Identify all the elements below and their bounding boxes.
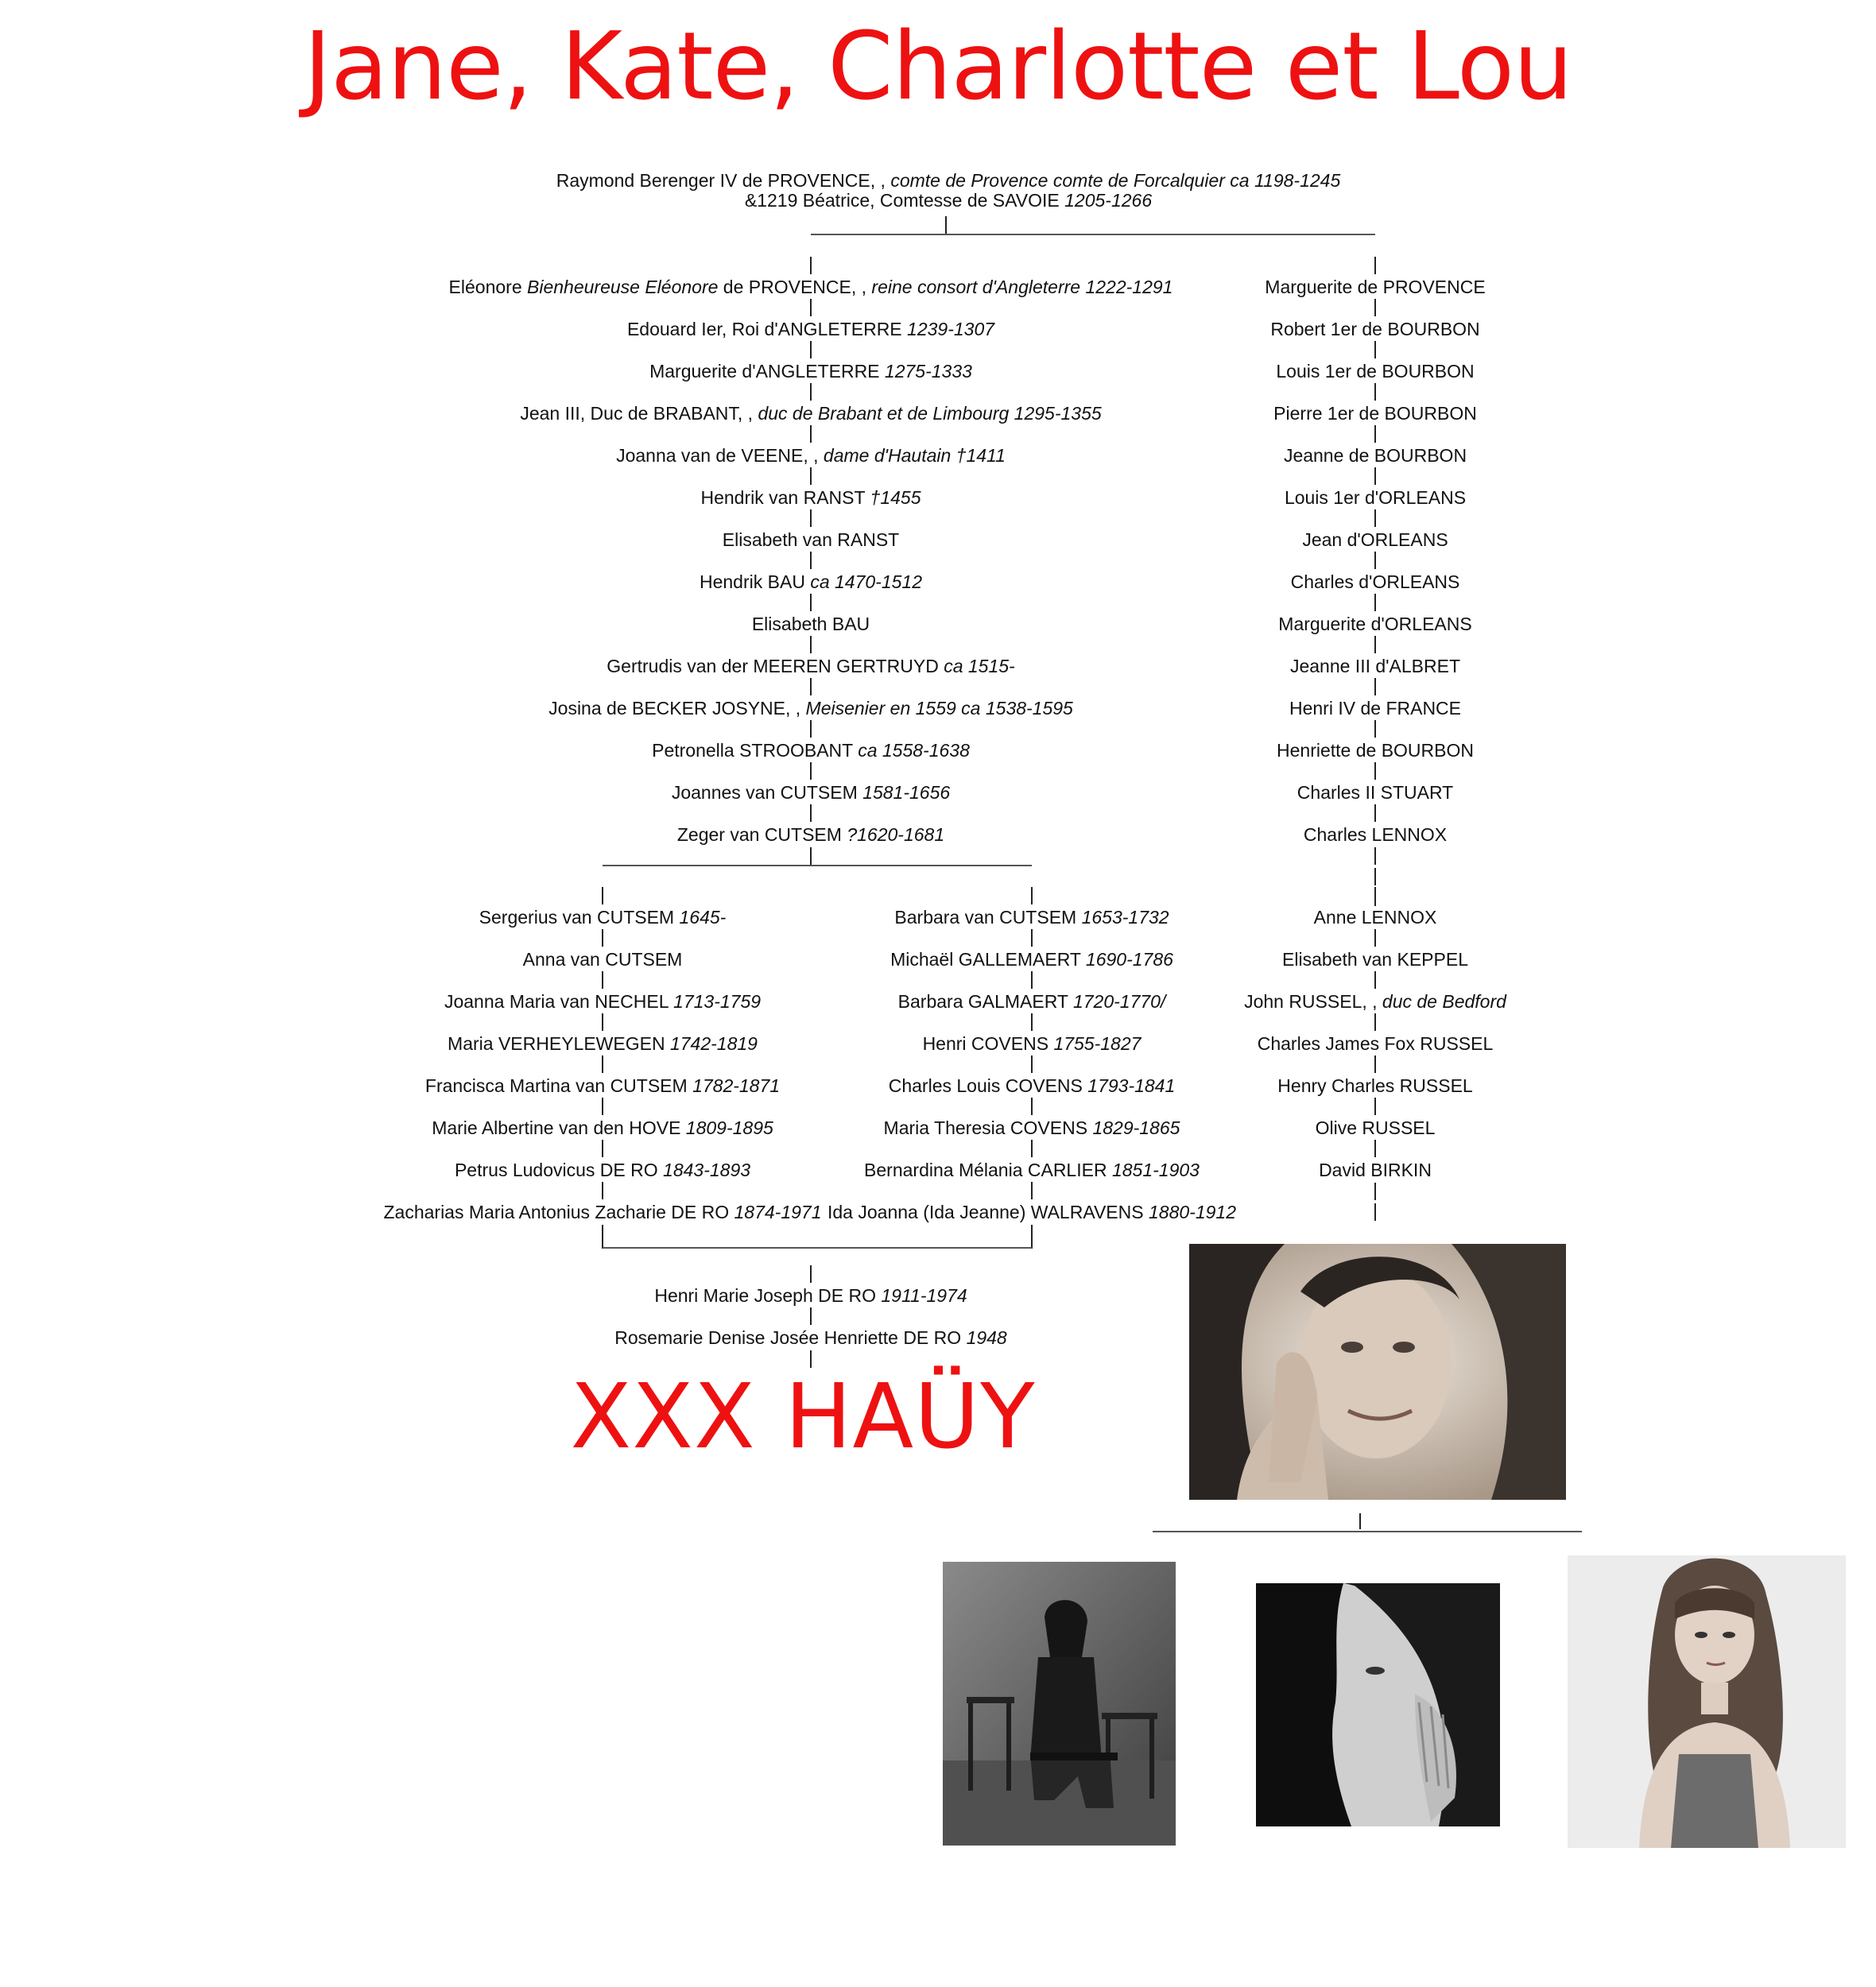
left-branch-person — [607, 655, 1014, 677]
person-name: Henri Marie Joseph DE RO — [654, 1285, 882, 1306]
person-name: Elisabeth van KEPPEL — [1282, 949, 1468, 970]
right-branch-person — [1316, 1117, 1436, 1139]
person-name: Robert 1er de BOURBON — [1270, 319, 1480, 339]
person-name: Charles II STUART — [1297, 782, 1454, 803]
person-name: Marguerite d'ORLEANS — [1278, 614, 1472, 634]
left-branch-person — [700, 571, 922, 593]
person-name: Zeger van CUTSEM — [676, 824, 847, 845]
sub-right-tick — [1031, 1098, 1033, 1115]
right-branch-tick — [1374, 804, 1376, 822]
photo-charlotte — [1256, 1583, 1500, 1826]
person-name: Elisabeth BAU — [751, 614, 870, 634]
sub-left-tick — [602, 1098, 603, 1115]
left-branch-person — [627, 318, 994, 340]
person-dates: ca 1558-1638 — [858, 740, 970, 761]
sub-right-tick — [1031, 971, 1033, 989]
person-name: Joannes van CUTSEM — [671, 782, 863, 803]
person-name: Jean III, Duc de BRABANT, , — [520, 403, 758, 424]
person-dates: Meisenier en 1559 ca 1538-1595 — [805, 698, 1073, 718]
right-branch-person — [1314, 906, 1437, 928]
right-branch-tick — [1374, 929, 1376, 947]
root-title: comte de Provence comte de Forcalquier ca 1198-1245 — [890, 170, 1341, 191]
person-name: Josina de BECKER JOSYNE, , — [548, 698, 806, 718]
right-branch-person — [1284, 444, 1467, 467]
sub-right-person — [923, 1032, 1141, 1055]
right-branch-person — [1273, 402, 1477, 424]
right-branch-tick — [1374, 383, 1376, 401]
sub-right-tick — [1031, 1140, 1033, 1157]
right-branch-tick — [1374, 678, 1376, 695]
person-dates: 1948 — [966, 1327, 1007, 1348]
left-branch-tick — [810, 467, 812, 485]
person-name: Jeanne III d'ALBRET — [1289, 656, 1461, 676]
person-dates: 1581-1656 — [862, 782, 951, 803]
left-branch-tick — [810, 804, 812, 822]
person-name: Hendrik BAU — [699, 571, 811, 592]
person-name: Charles Louis COVENS — [888, 1075, 1088, 1096]
person-dates: 1239-1307 — [907, 319, 995, 339]
right-branch-person — [1319, 1159, 1432, 1181]
person-name: Henri IV de FRANCE — [1289, 698, 1462, 718]
right-branch-person — [1291, 571, 1460, 593]
right-branch-tick — [1374, 1055, 1376, 1073]
person-dates: 1782-1871 — [692, 1075, 781, 1096]
person-dates: 1755-1827 — [1053, 1033, 1141, 1054]
right-branch-tick — [1374, 1098, 1376, 1115]
person-name: Charles James Fox RUSSEL — [1257, 1033, 1494, 1054]
left-branch-tick — [810, 720, 812, 738]
right-branch-tick — [1374, 868, 1376, 885]
left-branch-person — [449, 276, 1173, 298]
right-branch-tick — [1374, 509, 1376, 527]
left-branch-person — [672, 781, 950, 804]
left-branch-tick — [810, 762, 812, 780]
person-dates: 1713-1759 — [673, 991, 762, 1012]
person-name: Joanna van de VEENE, , — [616, 445, 824, 466]
root-name: Raymond Berenger IV de PROVENCE, , — [556, 170, 891, 191]
left-branch-tick — [810, 341, 812, 358]
right-branch-person — [1277, 1075, 1472, 1097]
sub-right-tick — [1031, 887, 1033, 904]
root-spouse — [745, 189, 1152, 211]
person-name: Barbara GALMAERT — [897, 991, 1073, 1012]
sub-left-person — [425, 1075, 780, 1097]
right-branch-tick — [1374, 467, 1376, 485]
page-title: Jane, Kate, Charlotte et Lou — [304, 11, 1572, 121]
person-name-rest: de PROVENCE, , — [718, 277, 872, 297]
right-branch-tick — [1374, 1183, 1376, 1200]
person-name: Michaël GALLEMAERT — [890, 949, 1086, 970]
person-name: Rosemarie Denise Josée Henriette DE RO — [614, 1327, 967, 1348]
sub-right-person — [864, 1159, 1200, 1181]
person-dates: 1720-1770/ — [1072, 991, 1166, 1012]
person-name: Maria VERHEYLEWEGEN — [448, 1033, 670, 1054]
photo-kate — [943, 1562, 1176, 1846]
root-spouse-name: &1219 Béatrice, Comtesse de SAVOIE — [744, 190, 1065, 211]
left-branch-person — [723, 529, 899, 551]
left-branch-tick — [810, 299, 812, 316]
person-dates: duc de Bedford — [1382, 991, 1506, 1012]
sub-right-person — [884, 1117, 1180, 1139]
person-dates: 1874-1971 — [734, 1202, 822, 1222]
left-branch-tick — [810, 594, 812, 611]
person-name: Jeanne de BOURBON — [1283, 445, 1467, 466]
left-branch-tick — [810, 509, 812, 527]
person-name: Anne LENNOX — [1313, 907, 1437, 928]
person-name: Sergerius van CUTSEM — [479, 907, 680, 928]
left-branch-person — [700, 486, 921, 509]
left-branch-tick — [810, 257, 812, 274]
left-branch-person — [616, 444, 1006, 467]
left-branch-person — [677, 823, 944, 846]
sub-left-person — [479, 906, 727, 928]
person-name: Anna van CUTSEM — [522, 949, 683, 970]
person-title: reine consort d'Angleterre 1222-1291 — [871, 277, 1173, 297]
person-dates: 1645- — [679, 907, 727, 928]
person-name: Pierre 1er de BOURBON — [1273, 403, 1477, 424]
right-branch-tick — [1374, 299, 1376, 316]
person-dates: 1742-1819 — [669, 1033, 758, 1054]
join-tick — [602, 1225, 603, 1249]
right-branch-person — [1278, 613, 1471, 635]
person-dates: 1653-1732 — [1081, 907, 1169, 928]
person-name: Hendrik van RANST — [700, 487, 870, 508]
de-ro-join-line — [603, 1247, 1032, 1249]
left-branch-person — [548, 697, 1073, 719]
bottom-branch-person — [654, 1284, 967, 1307]
sub-left-person — [444, 990, 761, 1013]
person-dates: ca 1470-1512 — [810, 571, 923, 592]
right-branch-person — [1276, 360, 1474, 382]
right-branch-tick — [1374, 847, 1376, 865]
left-branch-person — [752, 613, 870, 635]
right-branch-tick — [1374, 636, 1376, 653]
right-branch-person — [1297, 781, 1453, 804]
person-name: Elisabeth van RANST — [722, 529, 900, 550]
root-person — [556, 169, 1341, 192]
sub-left-tick — [602, 971, 603, 989]
join-tick — [1031, 1225, 1033, 1249]
person-name: Jean d'ORLEANS — [1302, 529, 1448, 550]
right-branch-tick — [1374, 425, 1376, 443]
right-branch-person — [1290, 655, 1460, 677]
photo-lou — [1568, 1555, 1846, 1848]
person-dates: 1809-1895 — [685, 1117, 773, 1138]
sub-right-tick — [1031, 929, 1033, 947]
person-name: Olive RUSSEL — [1315, 1117, 1436, 1138]
person-dates: 1275-1333 — [884, 361, 972, 382]
right-branch-tick — [1374, 552, 1376, 569]
right-branch-tick — [1374, 1203, 1376, 1221]
person-name: Maria Theresia COVENS — [883, 1117, 1093, 1138]
bottom-title: XXX HAÜY — [570, 1365, 1036, 1469]
person-dates: 1843-1893 — [663, 1160, 751, 1180]
sub-right-person — [890, 948, 1173, 970]
person-dates: ?1620-1681 — [847, 824, 945, 845]
sub-left-person — [455, 1159, 750, 1181]
kate-photo-image — [943, 1562, 1176, 1846]
person-name: Gertrudis van der MEEREN GERTRUYD — [607, 656, 944, 676]
person-dates: duc de Brabant et de Limbourg 1295-1355 — [758, 403, 1102, 424]
left-branch-tick — [810, 425, 812, 443]
person-name: Charles LENNOX — [1303, 824, 1448, 845]
sub-left-tick — [602, 1013, 603, 1031]
person-name: Edouard Ier, Roi d'ANGLETERRE — [626, 319, 908, 339]
left-branch-tick — [810, 552, 812, 569]
sub-left-person — [523, 948, 683, 970]
person-name: Henry Charles RUSSEL — [1277, 1075, 1473, 1096]
left-branch-person — [652, 739, 970, 761]
person-dates: Bienheureuse Eléonore — [527, 277, 719, 297]
person-name: John RUSSEL, , — [1244, 991, 1382, 1012]
person-name: Petronella STROOBANT — [652, 740, 859, 761]
person-name: Henriette de BOURBON — [1277, 740, 1474, 761]
sub-left-person — [448, 1032, 758, 1055]
right-branch-person — [1258, 1032, 1494, 1055]
right-branch-tick — [1374, 1140, 1376, 1157]
person-dates: 1793-1841 — [1087, 1075, 1176, 1096]
person-dates: 1690-1786 — [1085, 949, 1173, 970]
children-connector — [1153, 1531, 1582, 1532]
sub-right-person — [898, 990, 1166, 1013]
left-branch-person — [649, 360, 972, 382]
person-dates: †1455 — [870, 487, 921, 508]
right-branch-tick — [1374, 720, 1376, 738]
bottom-branch-tick — [810, 1265, 812, 1283]
person-name: Marie Albertine van den HOVE — [432, 1117, 686, 1138]
person-dates: dame d'Hautain †1411 — [823, 445, 1006, 466]
right-branch-person — [1289, 697, 1461, 719]
sub-left-person — [432, 1117, 773, 1139]
right-branch-person — [1304, 823, 1447, 846]
right-branch-person — [1277, 739, 1474, 761]
person-name: Marguerite de PROVENCE — [1265, 277, 1486, 297]
right-branch-person — [1302, 529, 1448, 551]
person-name: Bernardina Mélania CARLIER — [864, 1160, 1112, 1180]
right-branch-tick — [1374, 971, 1376, 989]
person-name: Charles d'ORLEANS — [1290, 571, 1460, 592]
sub-right-person — [894, 906, 1169, 928]
left-branch-tick — [810, 678, 812, 695]
left-branch-tick — [810, 383, 812, 401]
sub-left-tick — [602, 887, 603, 904]
person-dates: 1829-1865 — [1092, 1117, 1180, 1138]
person-dates: ca 1515- — [944, 656, 1015, 676]
left-branch-tick — [810, 636, 812, 653]
children-connector-tick — [1359, 1513, 1361, 1529]
root-tick — [945, 216, 947, 234]
person-name: Marguerite d'ANGLETERRE — [649, 361, 885, 382]
bottom-branch-person — [614, 1327, 1006, 1349]
sub-right-tick — [1031, 1013, 1033, 1031]
person-dates: 1851-1903 — [1111, 1160, 1200, 1180]
left-branch-person — [520, 402, 1101, 424]
person-name: Louis 1er de BOURBON — [1276, 361, 1475, 382]
root-spouse-dates: 1205-1266 — [1064, 190, 1153, 211]
sub-right-person — [828, 1201, 1236, 1223]
charlotte-photo-image — [1256, 1583, 1500, 1826]
lou-photo-image — [1568, 1555, 1846, 1848]
right-branch-person — [1244, 990, 1506, 1013]
root-split-line — [811, 234, 1375, 235]
jane-photo-image — [1189, 1244, 1566, 1500]
right-branch-tick — [1374, 889, 1376, 906]
right-branch-tick — [1374, 1013, 1376, 1031]
person-name: Petrus Ludovicus DE RO — [454, 1160, 664, 1180]
person-dates: 1911-1974 — [881, 1285, 967, 1306]
right-branch-tick — [1374, 257, 1376, 274]
person-name: David BIRKIN — [1319, 1160, 1432, 1180]
right-branch-person — [1265, 276, 1485, 298]
split-tick — [810, 847, 812, 865]
right-branch-tick — [1374, 594, 1376, 611]
sub-left-tick — [602, 1182, 603, 1199]
cutsem-split-line — [603, 865, 1032, 866]
sub-right-tick — [1031, 1182, 1033, 1199]
person-dates: 1880-1912 — [1149, 1202, 1236, 1222]
right-branch-person — [1285, 486, 1466, 509]
person-name: Eléonore — [448, 277, 528, 297]
bottom-branch-tick — [810, 1307, 812, 1325]
person-name: Barbara van CUTSEM — [894, 907, 1082, 928]
right-branch-person — [1282, 948, 1468, 970]
person-name: Henri COVENS — [922, 1033, 1054, 1054]
right-branch-tick — [1374, 762, 1376, 780]
sub-right-person — [889, 1075, 1176, 1097]
sub-right-tick — [1031, 1055, 1033, 1073]
right-branch-person — [1270, 318, 1479, 340]
right-branch-tick — [1374, 341, 1376, 358]
person-name: Joanna Maria van NECHEL — [444, 991, 674, 1012]
person-name: Ida Joanna (Ida Jeanne) WALRAVENS — [828, 1202, 1149, 1222]
sub-left-tick — [602, 1140, 603, 1157]
sub-left-person — [383, 1201, 821, 1223]
sub-left-tick — [602, 1055, 603, 1073]
sub-left-tick — [602, 929, 603, 947]
person-name: Francisca Martina van CUTSEM — [424, 1075, 693, 1096]
person-name: Louis 1er d'ORLEANS — [1284, 487, 1467, 508]
person-name: Zacharias Maria Antonius Zacharie DE RO — [383, 1202, 735, 1222]
photo-jane — [1189, 1244, 1566, 1500]
